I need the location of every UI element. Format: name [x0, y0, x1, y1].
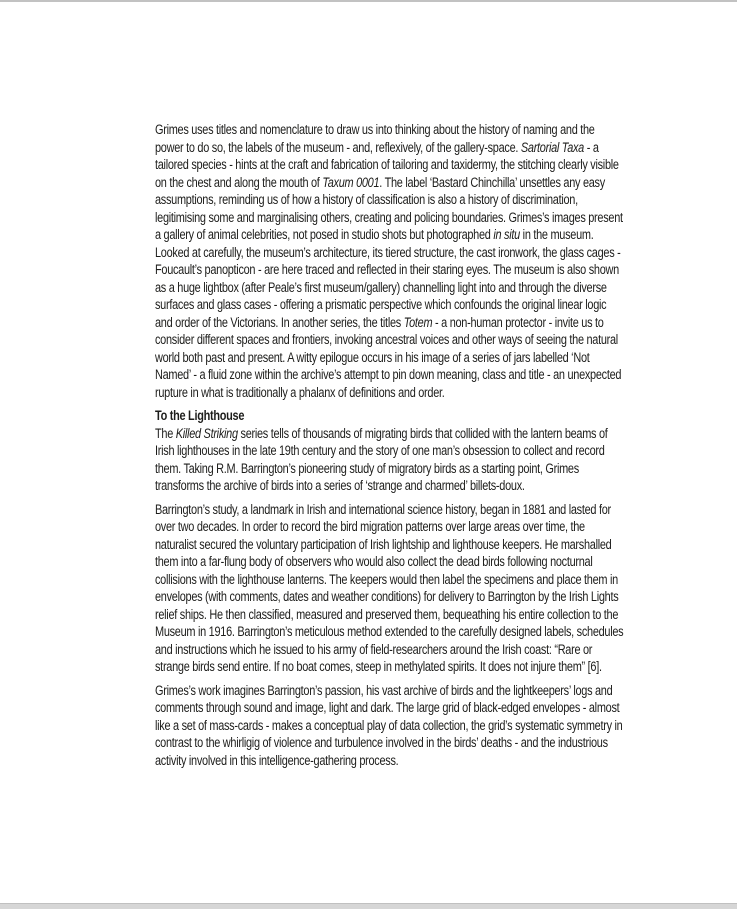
italic-text-run: Sartorial Taxa — [520, 139, 584, 155]
text-run: - a tailored species - hints at the craft and fabrication of tailoring and taxidermy, the stitching clearly visible on the chest and along the mouth of — [155, 139, 619, 190]
body-paragraph — [155, 425, 625, 495]
text-run: Grimes’s work imagines Barrington’s passion, his vast archive of birds and the lightkeepers’ logs and comments through sound and image, light and dark. The large grid of black-edged envelopes - almost like a set of mass-cards - makes a conceptual play of data collection, the grid’s systematic symmetry in contrast to the whirligig of violence and turbulence involved in the birds’ deaths - and the industrious activity involved in this intelligence-gathering process. — [155, 682, 623, 768]
page-bottom-edge — [0, 903, 737, 909]
section-heading — [155, 407, 625, 425]
document-body — [155, 121, 625, 775]
text-run: To the Lighthouse — [155, 408, 245, 423]
text-run: - a non-human protector - invite us to consider different spaces and frontiers, invoking ancestral voices and other ways of seeing the natural world both past and present. A witty epilogue occurs in his image of a series of jars labelled ‘Not Named’ - a fluid zone within the archive’s attempt to pin down meaning, class and title - an unexpected rupture in what is traditionally a phalanx of definitions and order. — [155, 314, 622, 400]
italic-text-run: Taxum 0001 — [322, 174, 380, 190]
body-paragraph — [155, 121, 625, 401]
italic-text-run: Totem — [403, 314, 433, 330]
body-paragraph — [155, 501, 625, 676]
text-run: Barrington’s study, a landmark in Irish and international science history, began in 1881 and lasted for over two decades. In order to record the bird migration patterns over large areas over time, the naturalist secured the voluntary participation of Irish lightship and lighthouse keepers. He marshalled them into a far-flung body of observers who would also collect the dead birds following nocturnal collisions with the lighthouse lanterns. The keepers would then label the specimens and place them in envelopes (with comments, dates and weather conditions) for delivery to Barrington by the Irish Lights relief ships. He then classified, measured and preserved them, bequeathing his entire collection to the Museum in 1916. Barrington’s meticulous method extended to the carefully designed labels, schedules and instructions which he issued to his army of field-researchers around the Irish coast: “Rare or strange birds send entire. If no boat comes, steep in methylated spirits. It does not injure them” [6]. — [155, 501, 624, 674]
text-run: Grimes uses titles and nomenclature to draw us into thinking about the history of naming and the power to do so, the labels of the museum - and, reflexively, of the gallery-space. — [155, 122, 595, 155]
text-run: series tells of thousands of migrating birds that collided with the lantern beams of Irish lighthouses in the late 19th century and the story of one man’s obsession to collect and record them. Taking R.M. Barrington’s pioneering study of migratory birds as a starting point, Grimes transforms the archive of birds into a series of ‘strange and charmed’ billets-doux. — [155, 425, 608, 493]
text-run: The — [155, 425, 176, 441]
italic-text-run: Killed Striking — [175, 425, 238, 441]
text-run: . The label ‘Bastard Chinchilla’ unsettles any easy assumptions, reminding us of how a history of classification is also a history of discrimination, legitimising some and marginalising others, creating and policing boundaries. Grimes’s images present a gallery of animal celebrities, not posed in studio shots but photographed — [155, 174, 623, 242]
body-paragraph — [155, 682, 625, 770]
italic-text-run: in situ — [493, 227, 520, 242]
page-top-edge — [0, 0, 737, 2]
text-run: in the museum. Looked at carefully, the museum’s architecture, its tiered structure, the cast ironwork, the glass cages - Foucault’s panopticon - are here traced and reflected in their staring eyes. The museum is also shown as a huge lightbox (after Peale’s first museum/gallery) channelling light into and through the diverse surfaces and glass cases - offering a prismatic perspective which confounds the original linear logic and order of the Victorians. In another series, the titles — [155, 227, 621, 330]
